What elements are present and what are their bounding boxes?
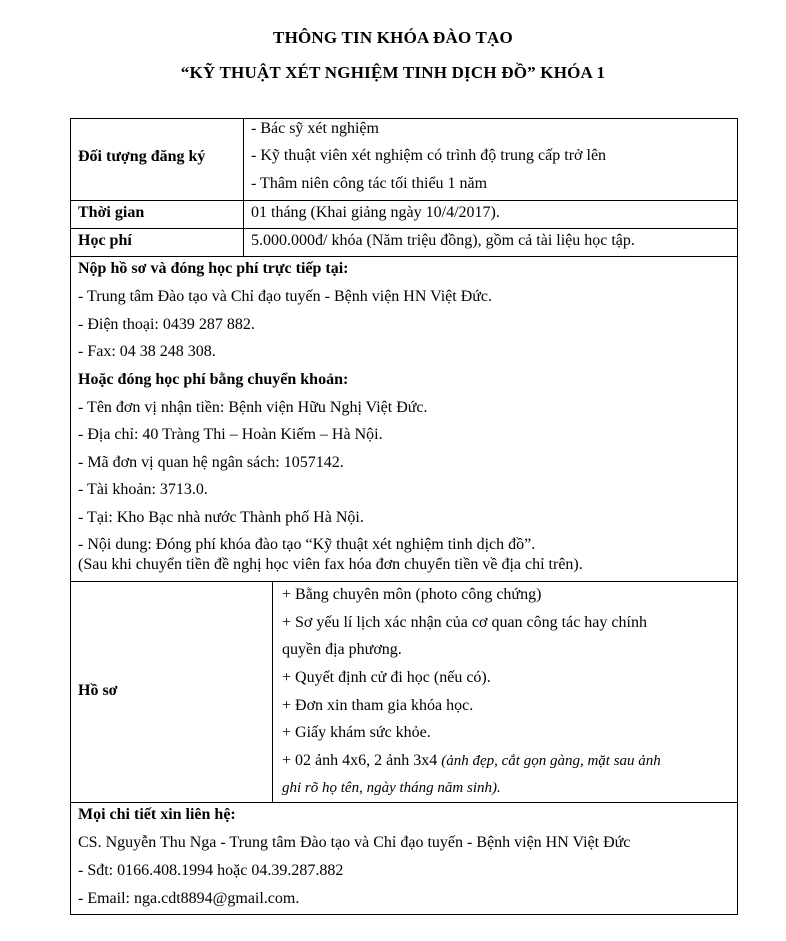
title-line-1: THÔNG TIN KHÓA ĐÀO TẠO (273, 28, 513, 47)
registration-label: Đối tượng đăng ký (78, 148, 206, 165)
contact-email: - Email: nga.cdt8894@gmail.com. (78, 890, 300, 907)
documents-item: quyền địa phương. (282, 641, 402, 658)
payment-direct-line: - Điện thoại: 0439 287 882. (78, 316, 255, 333)
contact-org: - Trung tâm Đào tạo và Chỉ đạo tuyến - Bệnh viện HN Việt Đức (216, 834, 631, 851)
payment-direct-heading: Nộp hồ sơ và đóng học phí trực tiếp tại: (78, 260, 349, 277)
photo-item-text: + 02 ảnh 4x6, 2 ảnh 3x4 (282, 752, 438, 769)
payment-transfer-line: - Nội dung: Đóng phí khóa đào tạo “Kỹ thuật xét nghiệm tinh dịch đồ”. (78, 536, 536, 553)
payment-transfer-line: - Tại: Kho Bạc nhà nước Thành phố Hà Nội. (78, 509, 364, 526)
table-border-top (70, 118, 738, 119)
documents-item: + Giấy khám sức khỏe. (282, 724, 431, 741)
photo-item-note-continued: ghi rõ họ tên, ngày tháng năm sinh). (282, 780, 501, 796)
payment-transfer-line: - Tên đơn vị nhận tiền: Bệnh viện Hữu Nghị Việt Đức. (78, 399, 428, 416)
contact-line (78, 834, 630, 852)
documents-label: Hồ sơ (78, 682, 118, 699)
time-label: Thời gian (78, 204, 145, 221)
documents-item: + Quyết định cử đi học (nếu có). (282, 669, 491, 686)
payment-direct-line: - Trung tâm Đào tạo và Chỉ đạo tuyến - Bệnh viện HN Việt Đức. (78, 288, 493, 305)
documents-item: + Bằng chuyên môn (photo công chứng) (282, 586, 542, 603)
payment-transfer-line: - Địa chỉ: 40 Tràng Thi – Hoàn Kiếm – Hà Nội. (78, 426, 383, 443)
fee-value: 5.000.000đ/ khóa (Năm triệu đồng), gồm cả tài liệu học tập. (251, 232, 635, 249)
table-border-right (737, 118, 738, 915)
payment-direct-line: - Fax: 04 38 248 308. (78, 343, 216, 360)
payment-transfer-heading: Hoặc đóng học phí bằng chuyển khoản: (78, 371, 349, 388)
fee-label: Học phí (78, 232, 132, 249)
payment-transfer-line: - Tài khoản: 3713.0. (78, 481, 208, 498)
time-value: 01 tháng (Khai giảng ngày 10/4/2017). (251, 204, 500, 221)
row-divider (70, 256, 738, 257)
table-border-bottom (70, 914, 738, 915)
photo-item-note: (ảnh đẹp, cắt gọn gàng, mặt sau ảnh (441, 753, 661, 769)
column-divider (272, 581, 273, 802)
column-divider (243, 118, 244, 256)
documents-item: + Đơn xin tham gia khóa học. (282, 697, 474, 714)
table-border-left (70, 118, 71, 915)
contact-phone: - Sđt: 0166.408.1994 hoặc 04.39.287.882 (78, 862, 344, 879)
info-table (70, 118, 738, 915)
row-divider (70, 802, 738, 803)
row-divider (70, 200, 738, 201)
payment-transfer-line: - Mã đơn vị quan hệ ngân sách: 1057142. (78, 454, 344, 471)
documents-item: + Sơ yếu lí lịch xác nhận của cơ quan công tác hay chính (282, 614, 647, 631)
contact-heading: Mọi chi tiết xin liên hệ: (78, 806, 236, 823)
registration-item: - Bác sỹ xét nghiệm (251, 120, 379, 137)
registration-item: - Kỹ thuật viên xét nghiệm có trình độ trung cấp trở lên (251, 147, 607, 164)
contact-name: CS. Nguyễn Thu Nga (78, 834, 217, 851)
documents-photo-item (282, 752, 661, 770)
registration-item: - Thâm niên công tác tối thiểu 1 năm (251, 175, 488, 192)
payment-transfer-note: (Sau khi chuyển tiền đề nghị học viên fax hóa đơn chuyển tiền về địa chỉ trên). (78, 556, 583, 573)
row-divider (70, 581, 738, 582)
title-line-2: “KỸ THUẬT XÉT NGHIỆM TINH DỊCH ĐỒ” KHÓA 1 (180, 63, 606, 82)
row-divider (70, 228, 738, 229)
